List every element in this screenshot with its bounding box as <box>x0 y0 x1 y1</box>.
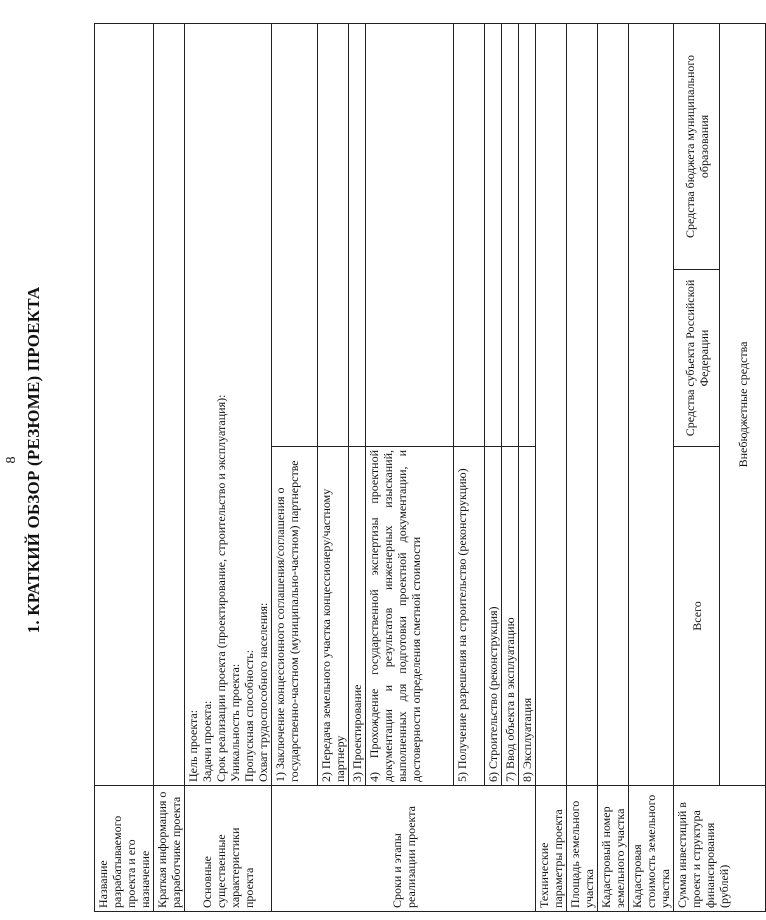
row-label-project-name: Название разрабатываемого проекта и его назначение <box>95 786 154 912</box>
characteristic-line: Уникальность проекта: <box>228 663 242 782</box>
characteristic-line: Пропускная способность: <box>242 649 256 782</box>
stage-item: 7) Ввод объекта в эксплуатацию <box>502 447 519 786</box>
table-row <box>629 23 674 911</box>
row-label-land-area: Площадь земельного участка <box>567 786 598 912</box>
section-heading: 1. КРАТКИЙ ОБЗОР (РЕЗЮМЕ) ПРОЕКТА <box>24 286 43 634</box>
investment-column-header: Внебюджетные средства <box>720 23 766 785</box>
table-row <box>674 23 720 911</box>
characteristic-line: Охват трудоспособного населения: <box>256 602 270 782</box>
stage-item: 3) Проектирование <box>349 447 366 786</box>
row-label-characteristics: Основные существенные характеристики проекта <box>185 786 272 912</box>
stage-item: 8) Эксплуатация <box>519 447 536 786</box>
value-cell <box>366 23 454 446</box>
table-row <box>366 23 454 911</box>
row-label-cadastral-number: Кадастровый номер земельного участка <box>598 786 629 912</box>
value-cell <box>536 23 567 785</box>
row-label-stages: Сроки и этапы реализации проекта <box>272 786 536 912</box>
row-label-investment: Сумма инвестиций в проект и структура финансирования (рублей) <box>674 786 766 912</box>
value-cell <box>567 23 598 785</box>
stage-item: 5) Получение разрешения на строительство (реконструкцию) <box>454 447 485 786</box>
table-row <box>454 23 485 911</box>
value-cell <box>95 23 154 785</box>
stage-item: 1) Заключение концессионного соглашения/соглашения о государственно-частном (муниципально-частном) партнерстве <box>272 447 318 786</box>
characteristic-line: Задачи проекта: <box>200 700 214 782</box>
investment-column-header: Всего <box>674 447 720 786</box>
table-row <box>318 23 349 911</box>
characteristics-cell <box>185 23 272 785</box>
stage-item: 4) Прохождение государственной экспертизы проектной документации и результатов инженерных изысканий, выполненных для подготовки проектной документации, и достоверности определения сметной стоимости <box>366 447 454 786</box>
table-row <box>154 23 185 911</box>
value-cell <box>485 23 502 446</box>
value-cell <box>629 23 674 785</box>
value-cell <box>598 23 629 785</box>
investment-column-header: Средства субъекта Российской Федерации <box>674 270 720 447</box>
table-row <box>567 23 598 911</box>
page-number: 8 <box>4 456 19 464</box>
characteristic-line: Цель проекта: <box>186 709 200 782</box>
row-label-technical: Технические параметры проекта <box>536 786 567 912</box>
row-label-cadastral-value: Кадастровая стоимость земельного участка <box>629 786 674 912</box>
stage-item: 2) Передача земельного участка концессионеру/частному партнеру <box>318 447 349 786</box>
value-cell <box>154 23 185 785</box>
value-cell <box>318 23 349 446</box>
value-cell <box>519 23 536 446</box>
value-cell <box>502 23 519 446</box>
investment-column-header: Средства бюджета муниципального образования <box>674 23 720 269</box>
table-row <box>185 23 272 911</box>
table-row <box>272 23 318 911</box>
characteristic-line: Срок реализации проекта (проектирование, строительство и эксплуатация): <box>214 394 228 782</box>
table-row <box>720 23 766 911</box>
table-row <box>485 23 502 911</box>
table-row <box>349 23 366 911</box>
stage-item: 6) Строительство (реконструкция) <box>485 447 502 786</box>
table-row <box>598 23 629 911</box>
table-row <box>95 23 154 911</box>
value-cell <box>349 23 366 446</box>
value-cell <box>454 23 485 446</box>
value-cell <box>272 23 318 446</box>
table-row <box>502 23 519 911</box>
table-row <box>519 23 536 911</box>
project-summary-table <box>94 23 766 912</box>
table-row <box>536 23 567 911</box>
row-label-developer: Краткая информация о разработчике проекта <box>154 786 185 912</box>
